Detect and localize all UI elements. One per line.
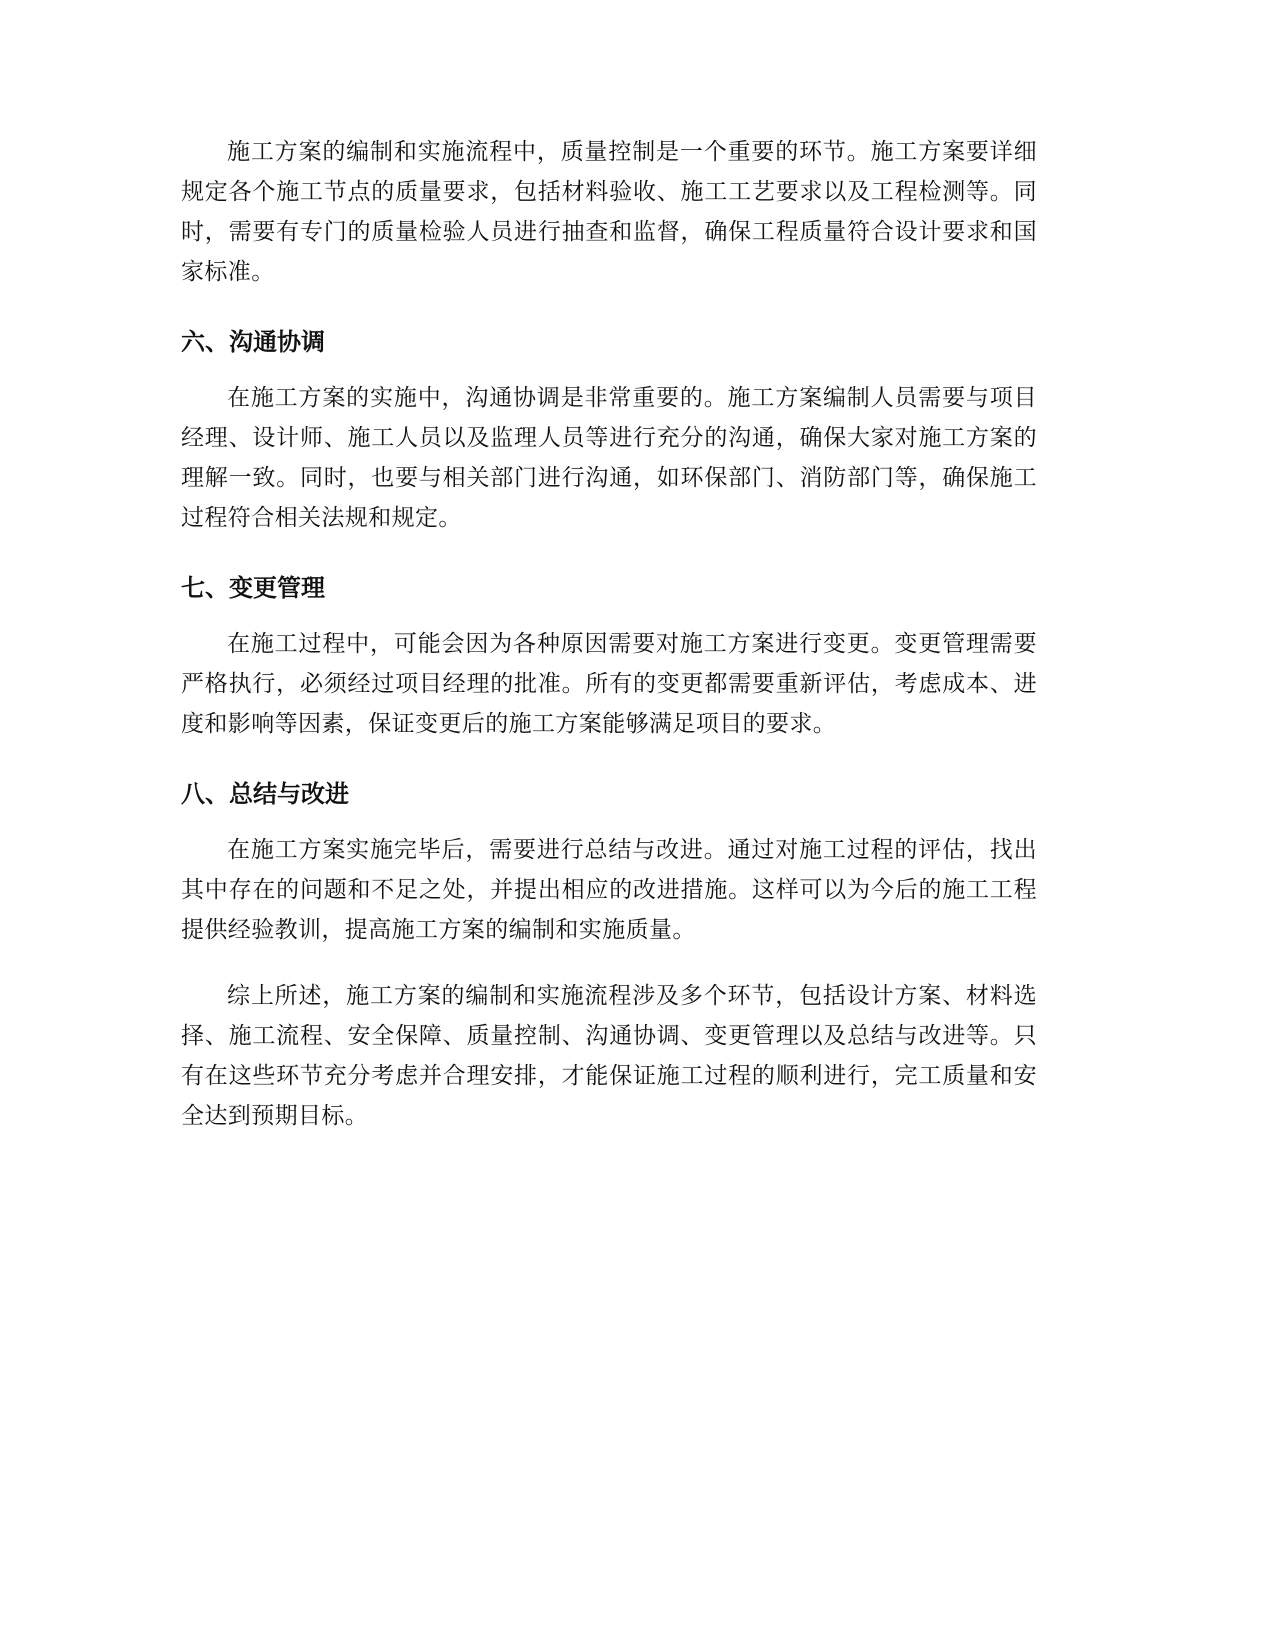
paragraph-summary-improvement: 在施工方案实施完毕后，需要进行总结与改进。通过对施工过程的评估，找出其中存在的问题和不足之处，并提出相应的改进措施。这样可以为今后的施工工程提供经验教训，提高施工方案的编制和实施质量。 xyxy=(181,837,1037,943)
heading-change-management: 七、变更管理 xyxy=(181,574,325,602)
paragraph-quality-control: 施工方案的编制和实施流程中，质量控制是一个重要的环节。施工方案要详细规定各个施工节点的质量要求，包括材料验收、施工工艺要求以及工程检测等。同时，需要有专门的质量检验人员进行抽查和监督，确保工程质量符合设计要求和国家标准。 xyxy=(181,139,1037,285)
paragraph-communication: 在施工方案的实施中，沟通协调是非常重要的。施工方案编制人员需要与项目经理、设计师、施工人员以及监理人员等进行充分的沟通，确保大家对施工方案的理解一致。同时，也要与相关部门进行沟通，如环保部门、消防部门等，确保施工过程符合相关法规和规定。 xyxy=(181,385,1037,531)
heading-summary-improvement: 八、总结与改进 xyxy=(181,780,349,808)
heading-communication: 六、沟通协调 xyxy=(181,328,325,356)
paragraph-change-management: 在施工过程中，可能会因为各种原因需要对施工方案进行变更。变更管理需要严格执行，必须经过项目经理的批准。所有的变更都需要重新评估，考虑成本、进度和影响等因素，保证变更后的施工方案能够满足项目的要求。 xyxy=(181,631,1037,737)
document-page xyxy=(181,132,1037,1136)
paragraph-conclusion: 综上所述，施工方案的编制和实施流程涉及多个环节，包括设计方案、材料选择、施工流程、安全保障、质量控制、沟通协调、变更管理以及总结与改进等。只有在这些环节充分考虑并合理安排，才能保证施工过程的顺利进行，完工质量和安全达到预期目标。 xyxy=(181,983,1037,1129)
